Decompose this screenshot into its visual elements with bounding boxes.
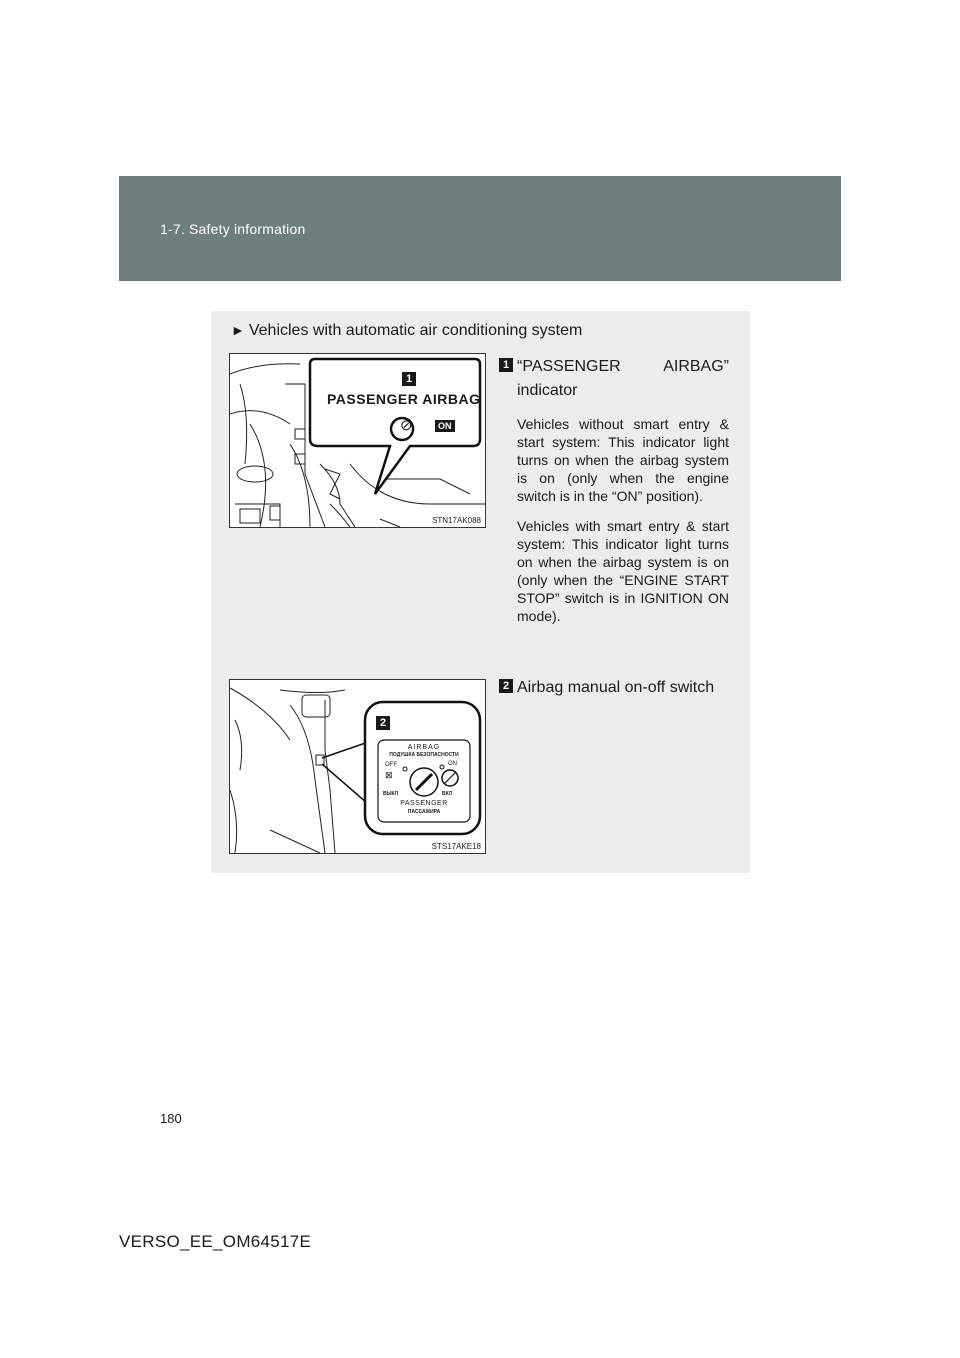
switch-bottom-label: PASSENGER: [400, 800, 448, 807]
figure-passenger-airbag-indicator: [229, 353, 486, 528]
on-label-ru: ВКЛ: [442, 791, 453, 797]
item-passenger-airbag-indicator: [499, 355, 729, 625]
pointer-triangle-icon: ►: [231, 322, 245, 338]
dashboard-illustration: [230, 354, 485, 527]
airbag-off-symbol-icon: ⊘: [400, 417, 413, 434]
passenger-seat-icon: ⊠: [385, 770, 393, 780]
off-label: OFF: [385, 762, 397, 768]
item-title: “PASSENGER AIRBAG”: [517, 358, 729, 375]
on-indicator-badge: ON: [435, 420, 455, 432]
callout-badge-1: 1: [402, 372, 416, 386]
item-airbag-manual-switch: [499, 676, 729, 700]
figure-code: STS17AKE18: [431, 842, 481, 851]
item-description-with-smart-entry: Vehicles with smart entry & start system: This indicator light turns on when the airbag system is on (only when the “ENGINE START STOP” switch is in IGNITION ON mode).: [517, 518, 729, 624]
item-number-badge: 2: [499, 679, 513, 693]
item-title-continued: indicator: [517, 382, 578, 399]
subheading: [231, 322, 582, 340]
page-number: 180: [160, 1111, 182, 1126]
item-title: Airbag manual on-off switch: [517, 679, 715, 696]
switch-bottom-label-ru: ПАССАЖИРА: [407, 809, 441, 815]
figure-code: STN17AK088: [432, 516, 481, 525]
document-id: VERSO_EE_OM64517E: [119, 1232, 312, 1251]
item-number-badge: 1: [499, 358, 513, 372]
item-description-without-smart-entry: Vehicles without smart entry & start system: This indicator light turns on when the airbag system is on (only when the engine switch is in the “ON” position).: [517, 416, 729, 504]
subheading-text: Vehicles with automatic air conditioning system: [248, 322, 583, 339]
on-label: ON: [448, 761, 457, 767]
figure-airbag-manual-switch: [229, 679, 486, 854]
callout-badge-2: 2: [376, 716, 390, 730]
switch-title-ru: ПОДУШКА БЕЗОПАСНОСТИ: [389, 752, 459, 758]
switch-title: AIRBAG: [407, 744, 441, 751]
off-label-ru: ВЫКЛ: [383, 791, 399, 797]
section-title: 1-7. Safety information: [160, 221, 306, 237]
glovebox-illustration: [230, 680, 485, 853]
passenger-airbag-indicator-label: PASSENGER AIRBAG: [327, 391, 481, 407]
